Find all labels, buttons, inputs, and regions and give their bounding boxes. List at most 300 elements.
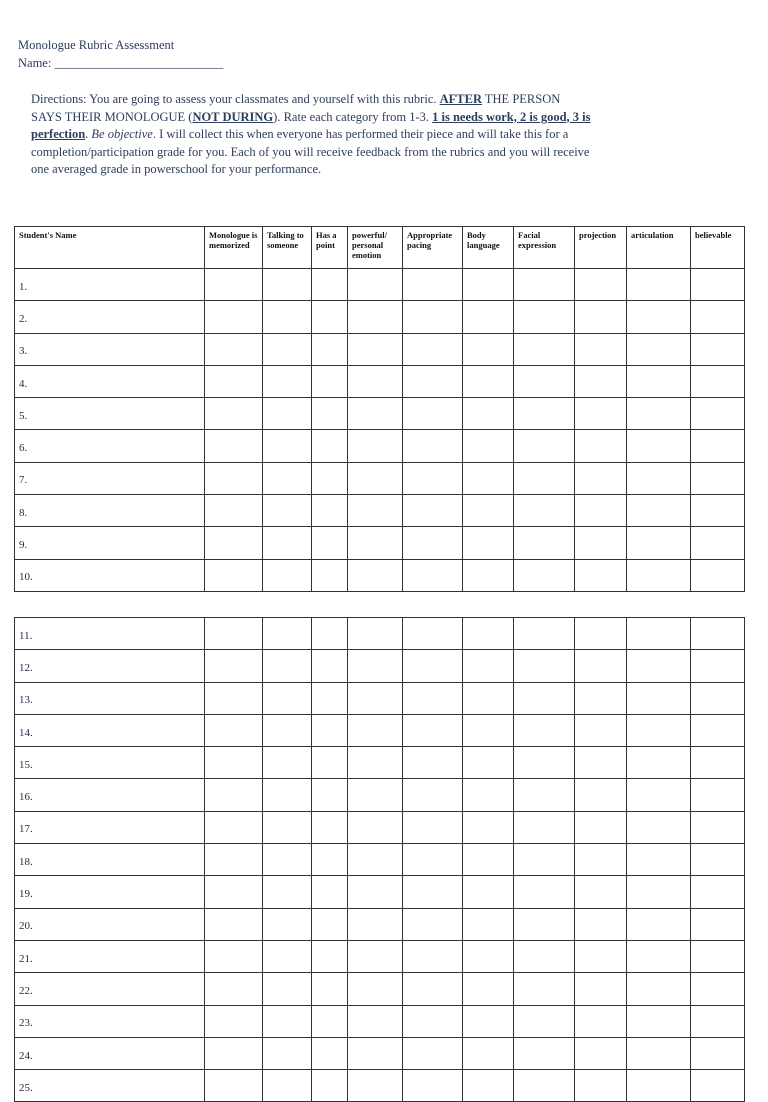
header-pacing: Appropriate pacing (403, 227, 463, 269)
row-number-cell[interactable]: 22. (15, 973, 205, 1005)
rating-cell[interactable] (514, 462, 575, 494)
rating-cell[interactable] (463, 682, 514, 714)
rating-cell[interactable] (575, 973, 627, 1005)
rating-cell[interactable] (627, 714, 691, 746)
rating-cell[interactable] (575, 1070, 627, 1102)
row-number-cell[interactable]: 23. (15, 1005, 205, 1037)
rating-cell[interactable] (205, 559, 263, 591)
rating-cell[interactable] (312, 462, 348, 494)
rating-cell[interactable] (691, 779, 745, 811)
rating-cell[interactable] (263, 398, 312, 430)
rating-cell[interactable] (312, 908, 348, 940)
rating-cell[interactable] (463, 844, 514, 876)
rating-cell[interactable] (463, 365, 514, 397)
row-number-cell[interactable]: 14. (15, 714, 205, 746)
rating-cell[interactable] (575, 714, 627, 746)
rating-cell[interactable] (312, 973, 348, 1005)
rating-cell[interactable] (463, 1037, 514, 1069)
row-number-cell[interactable]: 6. (15, 430, 205, 462)
rating-cell[interactable] (348, 1070, 403, 1102)
rating-cell[interactable] (205, 1037, 263, 1069)
row-number-cell[interactable]: 5. (15, 398, 205, 430)
rating-cell[interactable] (312, 811, 348, 843)
rating-cell[interactable] (463, 940, 514, 972)
rating-cell[interactable] (691, 973, 745, 1005)
rating-cell[interactable] (312, 1037, 348, 1069)
rating-cell[interactable] (403, 1070, 463, 1102)
rating-cell[interactable] (627, 301, 691, 333)
rating-cell[interactable] (691, 430, 745, 462)
rating-cell[interactable] (575, 779, 627, 811)
student-row (15, 1037, 745, 1069)
rating-cell[interactable] (312, 527, 348, 559)
rating-cell[interactable] (575, 682, 627, 714)
rating-cell[interactable] (263, 301, 312, 333)
rating-cell[interactable] (312, 844, 348, 876)
rating-cell[interactable] (263, 365, 312, 397)
rating-cell[interactable] (205, 495, 263, 527)
rating-cell[interactable] (514, 876, 575, 908)
rating-cell[interactable] (348, 618, 403, 650)
rating-cell[interactable] (348, 430, 403, 462)
directions-paragraph (31, 91, 591, 179)
rating-cell[interactable] (348, 811, 403, 843)
rating-cell[interactable] (691, 1070, 745, 1102)
rating-cell[interactable] (463, 973, 514, 1005)
rating-cell[interactable] (348, 495, 403, 527)
rating-cell[interactable] (463, 559, 514, 591)
rating-cell[interactable] (514, 1005, 575, 1037)
rating-cell[interactable] (403, 333, 463, 365)
rating-cell[interactable] (575, 1005, 627, 1037)
rating-cell[interactable] (575, 844, 627, 876)
rating-cell[interactable] (312, 1070, 348, 1102)
rating-cell[interactable] (575, 527, 627, 559)
rating-cell[interactable] (463, 495, 514, 527)
rating-cell[interactable] (514, 430, 575, 462)
rating-cell[interactable] (205, 779, 263, 811)
row-number-cell[interactable]: 12. (15, 650, 205, 682)
rating-cell[interactable] (691, 495, 745, 527)
rating-cell[interactable] (348, 908, 403, 940)
rating-cell[interactable] (263, 844, 312, 876)
rating-cell[interactable] (691, 844, 745, 876)
rating-cell[interactable] (691, 398, 745, 430)
rating-cell[interactable] (348, 940, 403, 972)
rating-cell[interactable] (312, 940, 348, 972)
rating-cell[interactable] (514, 618, 575, 650)
rating-cell[interactable] (514, 301, 575, 333)
rating-cell[interactable] (514, 1070, 575, 1102)
rating-cell[interactable] (348, 269, 403, 301)
rating-cell[interactable] (627, 462, 691, 494)
rating-cell[interactable] (263, 650, 312, 682)
rating-cell[interactable] (627, 779, 691, 811)
directions-text-4: . (85, 127, 92, 141)
rating-cell[interactable] (312, 301, 348, 333)
rating-cell[interactable] (205, 1070, 263, 1102)
rating-cell[interactable] (348, 462, 403, 494)
rating-cell[interactable] (575, 559, 627, 591)
rating-cell[interactable] (403, 908, 463, 940)
directions-text-5: . I will collect this when everyone has performed their piece and will take this for a completion/participation grade for you. Each of you will receive feedback from the rubrics and you will receive one averaged grade in powerschool for your performance. (31, 127, 590, 176)
rating-cell[interactable] (463, 618, 514, 650)
rating-cell[interactable] (575, 269, 627, 301)
rating-cell[interactable] (205, 973, 263, 1005)
row-number-cell[interactable]: 20. (15, 908, 205, 940)
rating-cell[interactable] (263, 618, 312, 650)
rating-cell[interactable] (627, 398, 691, 430)
rating-cell[interactable] (627, 269, 691, 301)
rating-cell[interactable] (403, 650, 463, 682)
rating-cell[interactable] (514, 495, 575, 527)
header-memorized: Monologue is memorized (205, 227, 263, 269)
rating-cell[interactable] (348, 527, 403, 559)
rating-cell[interactable] (627, 876, 691, 908)
row-number-cell[interactable]: 18. (15, 844, 205, 876)
rating-cell[interactable] (463, 527, 514, 559)
rating-cell[interactable] (514, 398, 575, 430)
rating-cell[interactable] (312, 618, 348, 650)
rating-cell[interactable] (348, 1037, 403, 1069)
rating-cell[interactable] (263, 1037, 312, 1069)
rating-cell[interactable] (403, 559, 463, 591)
rating-cell[interactable] (263, 714, 312, 746)
row-number-cell[interactable]: 10. (15, 559, 205, 591)
rating-cell[interactable] (403, 682, 463, 714)
row-number-cell[interactable]: 9. (15, 527, 205, 559)
rating-cell[interactable] (403, 495, 463, 527)
header-talking-to-someone: Talking to someone (263, 227, 312, 269)
rating-cell[interactable] (263, 682, 312, 714)
row-number-cell[interactable]: 21. (15, 940, 205, 972)
rating-cell[interactable] (403, 618, 463, 650)
row-number-cell[interactable]: 15. (15, 747, 205, 779)
rating-cell[interactable] (627, 618, 691, 650)
rating-cell[interactable] (348, 844, 403, 876)
rating-cell[interactable] (627, 1070, 691, 1102)
rating-cell[interactable] (575, 333, 627, 365)
rating-cell[interactable] (205, 940, 263, 972)
rating-cell[interactable] (263, 462, 312, 494)
rating-cell[interactable] (205, 714, 263, 746)
rating-cell[interactable] (205, 747, 263, 779)
rating-cell[interactable] (205, 430, 263, 462)
rating-cell[interactable] (463, 747, 514, 779)
rating-cell[interactable] (691, 527, 745, 559)
row-number-cell[interactable]: 13. (15, 682, 205, 714)
rating-cell[interactable] (514, 940, 575, 972)
row-number-cell[interactable]: 16. (15, 779, 205, 811)
rating-cell[interactable] (691, 811, 745, 843)
row-number-cell[interactable]: 25. (15, 1070, 205, 1102)
rating-cell[interactable] (263, 747, 312, 779)
student-row (15, 650, 745, 682)
rating-cell[interactable] (205, 811, 263, 843)
rating-cell[interactable] (514, 844, 575, 876)
rating-cell[interactable] (205, 398, 263, 430)
rating-cell[interactable] (263, 495, 312, 527)
row-number-cell[interactable]: 24. (15, 1037, 205, 1069)
rating-cell[interactable] (627, 682, 691, 714)
rating-cell[interactable] (205, 365, 263, 397)
rating-cell[interactable] (627, 495, 691, 527)
rating-cell[interactable] (263, 430, 312, 462)
rating-cell[interactable] (463, 1005, 514, 1037)
rating-cell[interactable] (691, 714, 745, 746)
rating-cell[interactable] (205, 301, 263, 333)
rating-cell[interactable] (312, 365, 348, 397)
rating-cell[interactable] (205, 682, 263, 714)
rating-cell[interactable] (514, 747, 575, 779)
rating-cell[interactable] (403, 811, 463, 843)
rating-cell[interactable] (312, 559, 348, 591)
rating-cell[interactable] (463, 779, 514, 811)
after-emphasis: AFTER (439, 92, 482, 106)
rating-cell[interactable] (575, 618, 627, 650)
rating-cell[interactable] (575, 462, 627, 494)
rating-cell[interactable] (403, 973, 463, 1005)
rating-cell[interactable] (627, 650, 691, 682)
rating-cell[interactable] (514, 365, 575, 397)
rating-cell[interactable] (403, 714, 463, 746)
rating-cell[interactable] (312, 398, 348, 430)
rating-cell[interactable] (403, 1037, 463, 1069)
rating-cell[interactable] (627, 811, 691, 843)
rating-cell[interactable] (627, 430, 691, 462)
rating-cell[interactable] (463, 1070, 514, 1102)
rating-cell[interactable] (627, 973, 691, 1005)
rating-cell[interactable] (403, 365, 463, 397)
rating-cell[interactable] (403, 940, 463, 972)
rating-cell[interactable] (403, 747, 463, 779)
rating-cell[interactable] (627, 365, 691, 397)
rating-cell[interactable] (205, 618, 263, 650)
rating-cell[interactable] (263, 1070, 312, 1102)
rating-cell[interactable] (263, 333, 312, 365)
rating-cell[interactable] (575, 747, 627, 779)
rating-cell[interactable] (691, 269, 745, 301)
rating-cell[interactable] (691, 462, 745, 494)
rating-cell[interactable] (348, 876, 403, 908)
rating-cell[interactable] (348, 398, 403, 430)
rating-cell[interactable] (463, 301, 514, 333)
rating-cell[interactable] (691, 618, 745, 650)
rating-cell[interactable] (463, 269, 514, 301)
rating-cell[interactable] (627, 940, 691, 972)
rating-cell[interactable] (403, 269, 463, 301)
rating-cell[interactable] (263, 1005, 312, 1037)
student-row (15, 1005, 745, 1037)
rating-cell[interactable] (575, 650, 627, 682)
rating-cell[interactable] (348, 365, 403, 397)
document-title: Monologue Rubric Assessment (18, 38, 175, 52)
rating-cell[interactable] (263, 559, 312, 591)
rating-cell[interactable] (205, 844, 263, 876)
rating-cell[interactable] (312, 747, 348, 779)
header-projection: projection (575, 227, 627, 269)
rating-cell[interactable] (514, 333, 575, 365)
row-number-cell[interactable]: 8. (15, 495, 205, 527)
rating-cell[interactable] (348, 650, 403, 682)
rating-cell[interactable] (403, 876, 463, 908)
rating-cell[interactable] (463, 462, 514, 494)
rating-cell[interactable] (205, 527, 263, 559)
row-number-cell[interactable]: 3. (15, 333, 205, 365)
rating-cell[interactable] (205, 269, 263, 301)
row-number-cell[interactable]: 17. (15, 811, 205, 843)
rating-cell[interactable] (263, 779, 312, 811)
rating-cell[interactable] (575, 1037, 627, 1069)
rating-cell[interactable] (691, 940, 745, 972)
rating-cell[interactable] (205, 1005, 263, 1037)
rating-scale-emphasis: 1 is needs work, 2 is good, 3 is perfection (31, 109, 591, 141)
rating-cell[interactable] (403, 462, 463, 494)
rating-cell[interactable] (575, 301, 627, 333)
rating-cell[interactable] (575, 398, 627, 430)
rating-cell[interactable] (263, 527, 312, 559)
rating-cell[interactable] (514, 811, 575, 843)
rating-cell[interactable] (348, 301, 403, 333)
rating-cell[interactable] (263, 940, 312, 972)
rating-cell[interactable] (312, 333, 348, 365)
rating-cell[interactable] (205, 650, 263, 682)
rating-cell[interactable] (691, 908, 745, 940)
rating-cell[interactable] (312, 779, 348, 811)
rating-cell[interactable] (575, 811, 627, 843)
rating-cell[interactable] (205, 333, 263, 365)
rating-cell[interactable] (205, 462, 263, 494)
header-articulation: articulation (627, 227, 691, 269)
rating-cell[interactable] (691, 1005, 745, 1037)
rating-cell[interactable] (514, 682, 575, 714)
rating-cell[interactable] (403, 844, 463, 876)
rating-cell[interactable] (627, 559, 691, 591)
row-number-cell[interactable]: 1. (15, 269, 205, 301)
rating-cell[interactable] (263, 908, 312, 940)
rating-cell[interactable] (575, 365, 627, 397)
directions-text-3: ). Rate each category from 1-3. (273, 109, 433, 124)
rating-cell[interactable] (514, 714, 575, 746)
rating-cell[interactable] (263, 973, 312, 1005)
rating-cell[interactable] (691, 559, 745, 591)
student-row (15, 301, 745, 333)
rating-cell[interactable] (514, 779, 575, 811)
rating-cell[interactable] (691, 1037, 745, 1069)
rating-cell[interactable] (514, 559, 575, 591)
rating-cell[interactable] (312, 714, 348, 746)
row-number-cell[interactable]: 11. (15, 618, 205, 650)
rating-cell[interactable] (627, 527, 691, 559)
row-number-cell[interactable]: 4. (15, 365, 205, 397)
rating-cell[interactable] (627, 747, 691, 779)
rating-cell[interactable] (403, 1005, 463, 1037)
rating-cell[interactable] (627, 908, 691, 940)
rating-cell[interactable] (627, 844, 691, 876)
rating-cell[interactable] (627, 333, 691, 365)
rating-cell[interactable] (514, 908, 575, 940)
rating-cell[interactable] (691, 876, 745, 908)
rating-cell[interactable] (312, 1005, 348, 1037)
rating-cell[interactable] (575, 876, 627, 908)
rating-cell[interactable] (691, 333, 745, 365)
rating-cell[interactable] (691, 682, 745, 714)
rubric-table-page-1 (14, 226, 745, 592)
student-row (15, 682, 745, 714)
rating-cell[interactable] (691, 301, 745, 333)
rating-cell[interactable] (463, 908, 514, 940)
rating-cell[interactable] (403, 779, 463, 811)
row-number-cell[interactable]: 7. (15, 462, 205, 494)
rating-cell[interactable] (691, 365, 745, 397)
rating-cell[interactable] (312, 430, 348, 462)
rating-cell[interactable] (312, 650, 348, 682)
rating-cell[interactable] (312, 495, 348, 527)
rating-cell[interactable] (403, 301, 463, 333)
rating-cell[interactable] (348, 747, 403, 779)
rating-cell[interactable] (403, 430, 463, 462)
rating-cell[interactable] (627, 1005, 691, 1037)
rating-cell[interactable] (691, 747, 745, 779)
rating-cell[interactable] (205, 908, 263, 940)
rating-cell[interactable] (463, 398, 514, 430)
student-row (15, 714, 745, 746)
rating-cell[interactable] (312, 682, 348, 714)
rating-cell[interactable] (403, 398, 463, 430)
rating-cell[interactable] (463, 876, 514, 908)
rating-cell[interactable] (514, 527, 575, 559)
rating-cell[interactable] (348, 714, 403, 746)
row-number-cell[interactable]: 2. (15, 301, 205, 333)
rating-cell[interactable] (312, 876, 348, 908)
rating-cell[interactable] (575, 430, 627, 462)
rating-cell[interactable] (348, 559, 403, 591)
rubric-table-page-2 (14, 617, 745, 1102)
rating-cell[interactable] (463, 333, 514, 365)
rating-cell[interactable] (627, 1037, 691, 1069)
rating-cell[interactable] (463, 811, 514, 843)
not-during-emphasis: NOT DURING (192, 109, 274, 124)
rating-cell[interactable] (348, 973, 403, 1005)
rating-cell[interactable] (463, 714, 514, 746)
rating-cell[interactable] (348, 682, 403, 714)
rating-cell[interactable] (348, 779, 403, 811)
header-believable: believable (691, 227, 745, 269)
rating-cell[interactable] (575, 495, 627, 527)
rating-cell[interactable] (263, 876, 312, 908)
student-row (15, 844, 745, 876)
student-row (15, 779, 745, 811)
row-number-cell[interactable]: 19. (15, 876, 205, 908)
rating-cell[interactable] (263, 269, 312, 301)
rating-cell[interactable] (263, 811, 312, 843)
rating-cell[interactable] (514, 269, 575, 301)
rating-cell[interactable] (514, 1037, 575, 1069)
rating-cell[interactable] (691, 650, 745, 682)
rating-cell[interactable] (463, 650, 514, 682)
rating-cell[interactable] (463, 430, 514, 462)
rating-cell[interactable] (514, 973, 575, 1005)
rating-cell[interactable] (514, 650, 575, 682)
student-row (15, 973, 745, 1005)
rating-cell[interactable] (205, 876, 263, 908)
rating-cell[interactable] (403, 527, 463, 559)
rating-cell[interactable] (348, 1005, 403, 1037)
rating-cell[interactable] (348, 333, 403, 365)
rating-cell[interactable] (312, 269, 348, 301)
rating-cell[interactable] (575, 908, 627, 940)
rating-cell[interactable] (575, 940, 627, 972)
